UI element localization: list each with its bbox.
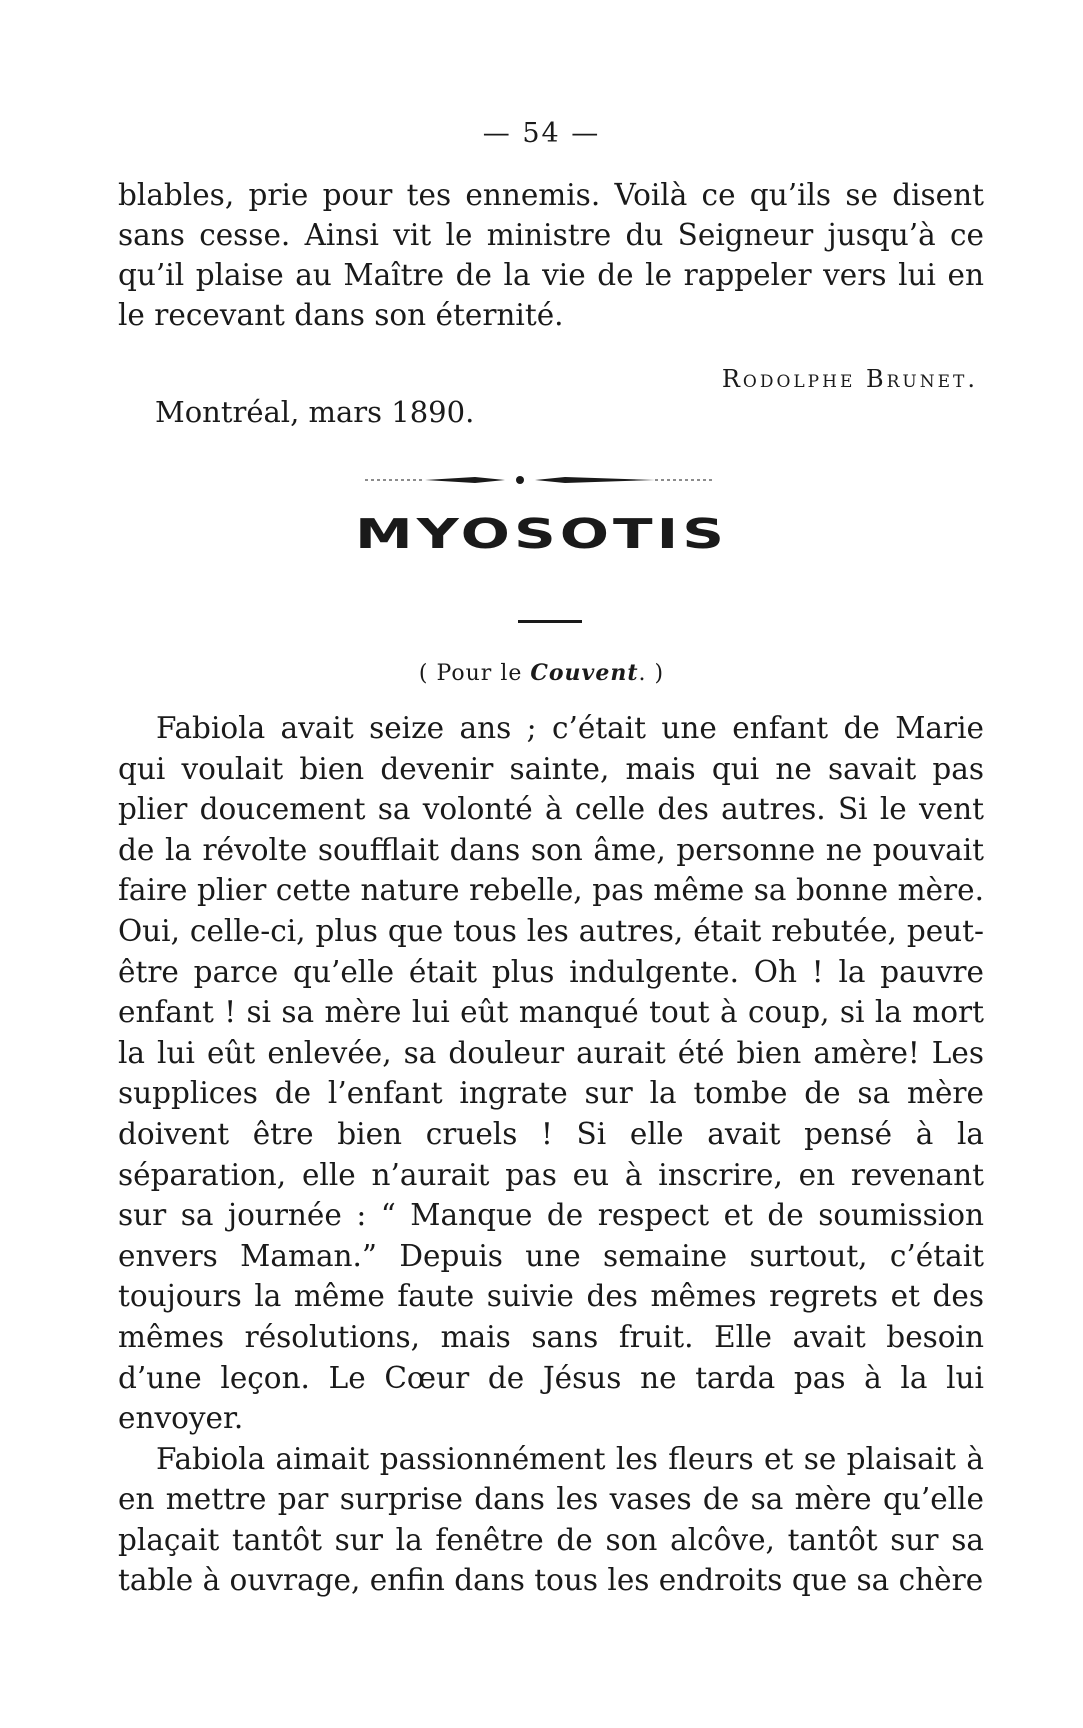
dedication-prefix: ( Pour le [418,661,531,686]
body-paragraph-2: Fabiola aimait passionnément les fleurs et se plaisait à en mettre par surprise dans les vases de sa mère qu’elle plaçait tantôt sur la fenêtre de son alcôve, tantôt sur sa table à ouvrage, enfin dans tous les endroits que sa chère [118,1441,984,1598]
page-number: — 54 — [482,118,601,149]
dateline: Montréal, mars 1890. [155,395,475,429]
title-rule [518,620,582,623]
ornament-divider [365,468,715,492]
section-title: MYOSOTIS [355,510,728,558]
dedication [0,660,1083,686]
continued-paragraph-block [118,175,984,335]
continued-paragraph: blables, prie pour tes ennemis. Voilà ce qu’ils se disent sans cesse. Ainsi vit le ministre du Seigneur jusqu’à ce qu’il plaise au Maître de la vie de le rappeler vers lui en le recevant dans son éternité. [118,178,984,332]
dedication-italic: Couvent [530,660,639,686]
author-signature: Rodolphe Brunet. [721,365,978,393]
dedication-suffix: . ) [638,661,665,686]
body-text [118,708,984,1601]
body-paragraph-1: Fabiola avait seize ans ; c’était une enfant de Marie qui voulait bien devenir sainte, mais qui ne savait pas plier doucement sa volonté à celle des autres. Si le vent de la révolte soufflait dans son âme, personne ne pouvait faire plier cette nature rebelle, pas même sa bonne mère. Oui, celle-ci, plus que tous les autres, était rebutée, peut-être parce qu’elle était plus indulgente. Oh ! la pauvre enfant ! si sa mère lui eût manqué tout à coup, si la mort la lui eût enlevée, sa douleur aurait été bien amère! Les supplices de l’enfant ingrate sur la tombe de sa mère doivent être bien cruels ! Si elle avait pensé à la séparation, elle n’aurait pas eu à inscrire, en revenant sur sa journée : “ Manque de respect et de soumission envers Maman.” Depuis une semaine surtout, c’était toujours la même faute suivie des mêmes regrets et des mêmes résolutions, mais sans fruit. Elle avait besoin d’une leçon. Le Cœur de Jésus ne tarda pas à la lui envoyer. [118,711,984,1436]
